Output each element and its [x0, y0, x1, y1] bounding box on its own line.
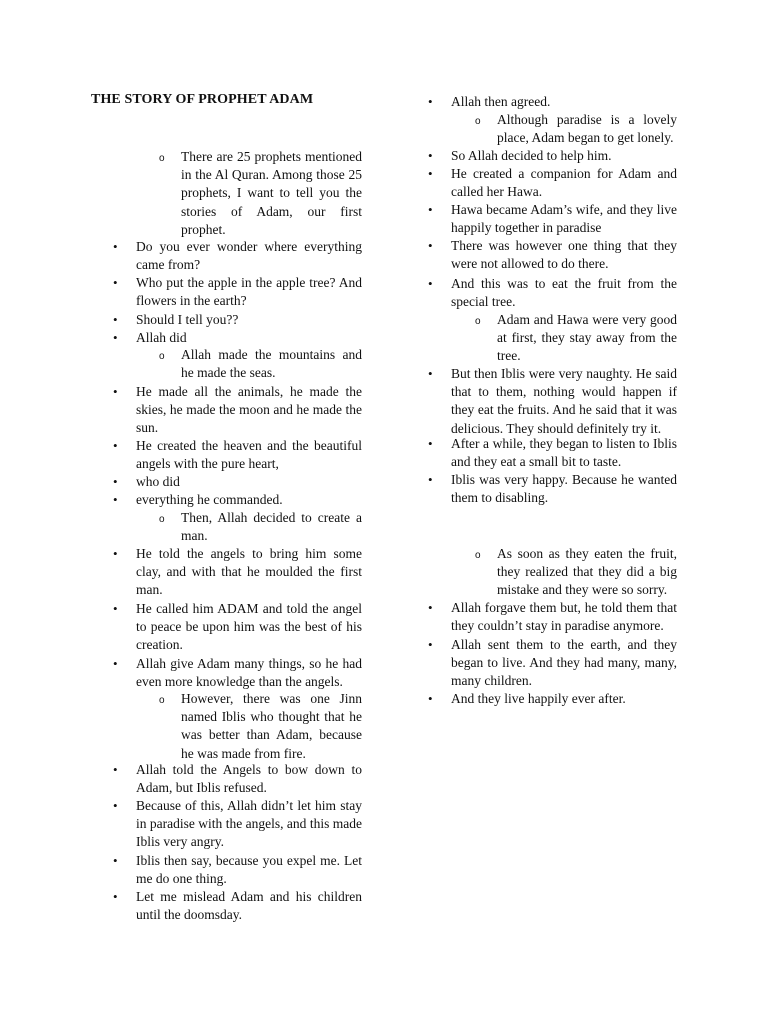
bullet-icon [113, 329, 118, 347]
list-item [451, 690, 677, 708]
bullet-icon [428, 599, 433, 617]
list-item-text: So Allah decided to help him. [451, 148, 612, 163]
sub-list-item [181, 148, 362, 239]
circle-bullet-icon [475, 545, 481, 565]
list-item [451, 93, 677, 111]
list-item [451, 599, 677, 635]
list-item [451, 201, 677, 237]
list-item-text: Allah give Adam many things, so he had even more knowledge than the angels. [136, 656, 362, 690]
bullet-icon [113, 238, 118, 256]
list-item-text: Allah then agreed. [451, 94, 551, 109]
sub-list-item [181, 509, 362, 545]
bullet-icon [113, 797, 118, 815]
list-item-text: Allah told the Angels to bow down to Adam, but Iblis refused. [136, 762, 362, 796]
list-item-text: And they live happily ever after. [451, 691, 626, 706]
list-item-text: Do you ever wonder where everything came from? [136, 239, 362, 273]
list-item [136, 852, 362, 888]
list-item-text: And this was to eat the fruit from the special tree. [451, 276, 677, 310]
bullet-icon [113, 383, 118, 401]
bullet-icon [113, 888, 118, 906]
bullet-icon [113, 761, 118, 779]
list-item [136, 545, 362, 600]
list-item-text: Should I tell you?? [136, 312, 239, 327]
list-item-text: There are 25 prophets mentioned in the Al Quran. Among those 25 prophets, I want to tell you the stories of Adam, our first prophet. [181, 149, 362, 237]
circle-bullet-icon [159, 509, 165, 529]
bullet-icon [428, 201, 433, 219]
list-item [451, 275, 677, 311]
bullet-icon [428, 93, 433, 111]
bullet-icon [428, 275, 433, 293]
list-item-text: who did [136, 474, 180, 489]
bullet-icon [113, 600, 118, 618]
list-item [136, 311, 362, 329]
list-item-text: He told the angels to bring him some clay, and with that he moulded the first man. [136, 546, 362, 598]
list-item [451, 147, 677, 165]
list-item [451, 365, 677, 438]
list-item [451, 636, 677, 691]
sub-list-item [497, 311, 677, 366]
list-item [136, 761, 362, 797]
bullet-icon [113, 655, 118, 673]
circle-bullet-icon [159, 148, 165, 168]
list-item [136, 473, 362, 491]
bullet-icon [113, 311, 118, 329]
list-item-text: But then Iblis were very naughty. He said that to them, nothing would happen if they eat the fruits. And he said that it was delicious. They should definitely try it. [451, 366, 677, 436]
list-item [136, 655, 362, 691]
list-item [451, 165, 677, 201]
bullet-icon [428, 237, 433, 255]
circle-bullet-icon [159, 346, 165, 366]
list-item [136, 274, 362, 310]
list-item-text: Then, Allah decided to create a man. [181, 510, 362, 544]
list-item-text: Allah sent them to the earth, and they began to live. And they had many, many, many children. [451, 637, 677, 689]
list-item [136, 238, 362, 274]
list-item-text: Iblis then say, because you expel me. Let me do one thing. [136, 853, 362, 887]
list-item-text: He made all the animals, he made the skies, he made the moon and he made the sun. [136, 384, 362, 436]
list-item-text: Allah forgave them but, he told them that they couldn’t stay in paradise anymore. [451, 600, 677, 634]
list-item-text: Hawa became Adam’s wife, and they live happily together in paradise [451, 202, 677, 236]
list-item [136, 329, 362, 347]
list-item-text: everything he commanded. [136, 492, 283, 507]
list-item-text: Iblis was very happy. Because he wanted them to disabling. [451, 472, 677, 506]
list-item-text: Allah made the mountains and he made the seas. [181, 347, 362, 381]
sub-list-item [181, 690, 362, 763]
sub-list-item [497, 545, 677, 600]
list-item-text: Allah did [136, 330, 187, 345]
list-item [451, 435, 677, 471]
sub-list-item [181, 346, 362, 382]
list-item-text: He created the heaven and the beautiful angels with the pure heart, [136, 438, 362, 472]
list-item-text: However, there was one Jinn named Iblis who thought that he was better than Adam, because he was made from fire. [181, 691, 362, 761]
list-item-text: Because of this, Allah didn’t let him stay in paradise with the angels, and this made Iblis very angry. [136, 798, 362, 850]
list-item-text: Although paradise is a lovely place, Adam began to get lonely. [497, 112, 677, 146]
list-item [451, 237, 677, 273]
bullet-icon [428, 165, 433, 183]
list-item-text: Let me mislead Adam and his children until the doomsday. [136, 889, 362, 923]
list-item-text: As soon as they eaten the fruit, they realized that they did a big mistake and they were so sorry. [497, 546, 677, 598]
list-item [136, 888, 362, 924]
bullet-icon [113, 852, 118, 870]
bullet-icon [428, 636, 433, 654]
bullet-icon [113, 274, 118, 292]
sub-list-item [497, 111, 677, 147]
bullet-icon [428, 690, 433, 708]
bullet-icon [428, 147, 433, 165]
list-item-text: There was however one thing that they were not allowed to do there. [451, 238, 677, 272]
list-item [136, 437, 362, 473]
bullet-icon [428, 365, 433, 383]
bullet-icon [113, 491, 118, 509]
circle-bullet-icon [475, 311, 481, 331]
circle-bullet-icon [475, 111, 481, 131]
list-item [136, 797, 362, 852]
bullet-icon [428, 435, 433, 453]
list-item-text: Who put the apple in the apple tree? And flowers in the earth? [136, 275, 362, 309]
bullet-icon [113, 473, 118, 491]
list-item-text: He called him ADAM and told the angel to peace be upon him was the best of his creation. [136, 601, 362, 653]
bullet-icon [428, 471, 433, 489]
bullet-icon [113, 437, 118, 455]
list-item-text: Adam and Hawa were very good at first, they stay away from the tree. [497, 312, 677, 364]
bullet-icon [113, 545, 118, 563]
list-item [136, 491, 362, 509]
page-title: THE STORY OF PROPHET ADAM [91, 92, 314, 107]
list-item [451, 471, 677, 507]
list-item-text: He created a companion for Adam and called her Hawa. [451, 166, 677, 200]
list-item [136, 383, 362, 438]
list-item-text: After a while, they began to listen to Iblis and they eat a small bit to taste. [451, 436, 677, 470]
list-item [136, 600, 362, 655]
circle-bullet-icon [159, 690, 165, 710]
